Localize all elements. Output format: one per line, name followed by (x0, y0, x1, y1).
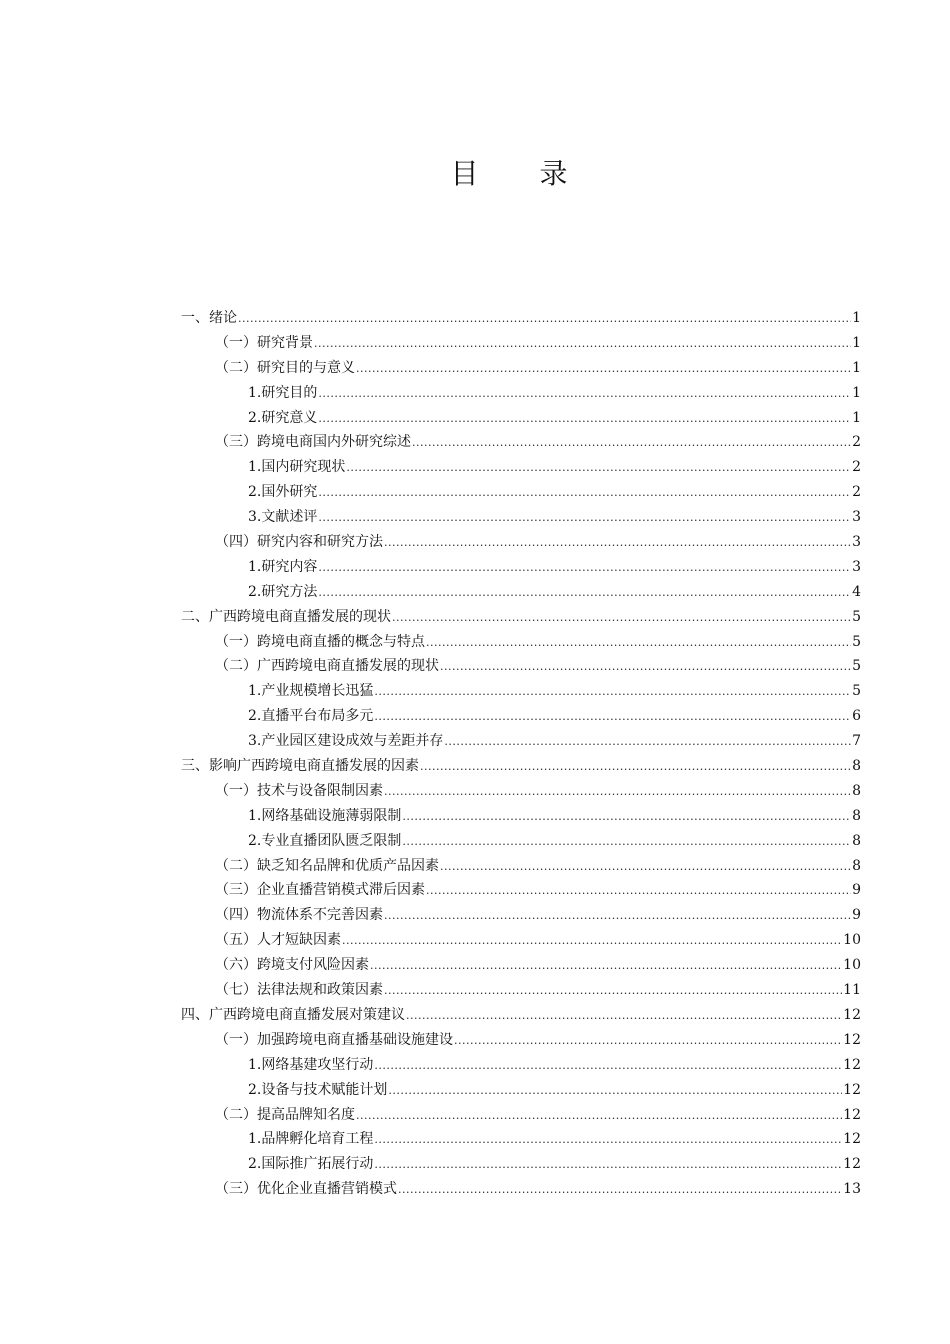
toc-entry-page-number: 5 (852, 658, 861, 675)
toc-entry-title: 1.品牌孵化培育工程 (248, 1131, 374, 1148)
toc-entry-page-number: 3 (852, 558, 861, 575)
toc-entry-title: 四、广西跨境电商直播发展对策建议 (181, 1006, 405, 1023)
dot-leader (318, 481, 851, 506)
dot-leader (318, 581, 851, 606)
toc-entry-page-number: 5 (852, 683, 861, 700)
toc-entry-page-number: 8 (852, 758, 861, 775)
toc-entry-page-number: 8 (852, 782, 861, 799)
toc-entry-title: 2.专业直播团队匮乏限制 (248, 832, 402, 849)
toc-entry-title: 三、影响广西跨境电商直播发展的因素 (181, 758, 419, 775)
toc-entry[interactable] (181, 555, 861, 580)
dot-leader (374, 1054, 842, 1079)
toc-entry[interactable] (181, 754, 861, 779)
dot-leader (384, 979, 842, 1004)
toc-entry[interactable] (181, 804, 861, 829)
toc-entry[interactable] (181, 704, 861, 729)
toc-entry-page-number: 1 (852, 359, 861, 376)
toc-entry-page-number: 2 (852, 484, 861, 501)
toc-entry-page-number: 7 (852, 733, 861, 750)
toc-title: 目 录 (450, 157, 594, 190)
dot-leader (356, 357, 851, 382)
toc-entry-title: 二、广西跨境电商直播发展的现状 (181, 608, 391, 625)
dot-leader (370, 954, 842, 979)
toc-entry-page-number: 9 (852, 907, 861, 924)
toc-entry-page-number: 12 (843, 1081, 861, 1098)
dot-leader (374, 680, 851, 705)
toc-entry-title: （一）加强跨境电商直播基础设施建设 (215, 1031, 453, 1048)
dot-leader (440, 655, 851, 680)
toc-entry-title: （一）跨境电商直播的概念与特点 (215, 633, 425, 650)
toc-entry-page-number: 5 (852, 608, 861, 625)
dot-leader (406, 1004, 842, 1029)
toc-entry[interactable] (181, 406, 861, 431)
toc-entry[interactable] (181, 381, 861, 406)
toc-entry-page-number: 10 (843, 957, 861, 974)
toc-entry[interactable] (181, 306, 861, 331)
toc-entry[interactable] (181, 1053, 861, 1078)
toc-entry-page-number: 3 (852, 509, 861, 526)
toc-entry-page-number: 9 (852, 882, 861, 899)
dot-leader (412, 431, 851, 456)
toc-entry-title: （三）企业直播营销模式滞后因素 (215, 882, 425, 899)
toc-entry-title: （七）法律法规和政策因素 (215, 982, 383, 999)
toc-entry-page-number: 6 (852, 708, 861, 725)
toc-entry-page-number: 1 (852, 384, 861, 401)
toc-entry-page-number: 1 (852, 409, 861, 426)
dot-leader (402, 805, 851, 830)
toc-entry-page-number: 1 (852, 310, 861, 326)
toc-entry-title: （一）技术与设备限制因素 (215, 782, 383, 799)
toc-entry[interactable] (181, 953, 861, 978)
toc-entry[interactable] (181, 530, 861, 555)
toc-entry-title: 一、绪论 (181, 310, 237, 326)
toc-entry[interactable] (181, 729, 861, 754)
dot-leader (346, 456, 851, 481)
toc-entry-page-number: 12 (843, 1056, 861, 1073)
toc-entry-title: 2.设备与技术赋能计划 (248, 1081, 388, 1098)
toc-entry[interactable] (181, 878, 861, 903)
toc-entry[interactable] (181, 630, 861, 655)
dot-leader (238, 307, 851, 332)
dot-leader (440, 855, 851, 880)
toc-entry-page-number: 5 (852, 633, 861, 650)
toc-entry[interactable] (181, 430, 861, 455)
toc-entry[interactable] (181, 1127, 861, 1152)
toc-entry-page-number: 12 (843, 1131, 861, 1148)
toc-entry[interactable] (181, 480, 861, 505)
dot-leader (318, 382, 851, 407)
toc-entry[interactable] (181, 455, 861, 480)
toc-entry-page-number: 3 (852, 534, 861, 551)
dot-leader (444, 730, 851, 755)
toc-entry[interactable] (181, 928, 861, 953)
toc-entry-title: 1.国内研究现状 (248, 459, 346, 476)
toc-entry-title: 2.国际推广拓展行动 (248, 1156, 374, 1173)
toc-entry-title: （三）跨境电商国内外研究综述 (215, 434, 411, 451)
toc-entry-page-number: 13 (843, 1181, 861, 1198)
toc-entry-title: 3.文献述评 (248, 509, 318, 526)
dot-leader (374, 1128, 842, 1153)
toc-entry[interactable] (181, 1078, 861, 1103)
toc-entry-page-number: 2 (852, 434, 861, 451)
toc-entry-page-number: 10 (843, 932, 861, 949)
toc-entry[interactable] (181, 505, 861, 530)
dot-leader (314, 332, 851, 357)
toc-entry[interactable] (181, 978, 861, 1003)
toc-entry-title: （二）研究目的与意义 (215, 359, 355, 376)
toc-entry-title: （四）研究内容和研究方法 (215, 534, 383, 551)
toc-entry-title: 2.国外研究 (248, 484, 318, 501)
toc-entry-title: （四）物流体系不完善因素 (215, 907, 383, 924)
toc-entry-title: 2.研究意义 (248, 409, 318, 426)
toc-entry[interactable] (181, 1003, 861, 1028)
toc-entry-title: （二）提高品牌知名度 (215, 1106, 355, 1123)
dot-leader (356, 1104, 842, 1129)
toc-entry-page-number: 8 (852, 857, 861, 874)
toc-entry-title: （一）研究背景 (215, 334, 313, 351)
toc-entry[interactable] (181, 1103, 861, 1128)
toc-entry-page-number: 8 (852, 807, 861, 824)
toc-entry-page-number: 12 (843, 1106, 861, 1123)
toc-entry-title: （六）跨境支付风险因素 (215, 957, 369, 974)
toc-entry-page-number: 12 (843, 1031, 861, 1048)
dot-leader (384, 904, 851, 929)
toc-entry[interactable] (181, 854, 861, 879)
toc-entry[interactable] (181, 331, 861, 356)
toc-list (181, 306, 861, 1202)
toc-entry-title: 2.研究方法 (248, 583, 318, 600)
toc-entry[interactable] (181, 679, 861, 704)
dot-leader (402, 830, 851, 855)
toc-entry[interactable] (181, 605, 861, 630)
dot-leader (384, 531, 851, 556)
toc-entry-title: 2.直播平台布局多元 (248, 708, 374, 725)
toc-entry-title: 3.产业园区建设成效与差距并存 (248, 733, 444, 750)
toc-entry-page-number: 12 (843, 1156, 861, 1173)
dot-leader (374, 1153, 842, 1178)
dot-leader (384, 780, 851, 805)
dot-leader (318, 407, 851, 432)
toc-entry-title: （二）缺乏知名品牌和优质产品因素 (215, 857, 439, 874)
toc-entry-title: （三）优化企业直播营销模式 (215, 1181, 397, 1198)
toc-entry-title: （五）人才短缺因素 (215, 932, 341, 949)
dot-leader (388, 1079, 842, 1104)
toc-entry-title: 1.网络基础设施薄弱限制 (248, 807, 402, 824)
toc-entry-title: 1.网络基建攻坚行动 (248, 1056, 374, 1073)
toc-entry[interactable] (181, 829, 861, 854)
dot-leader (318, 556, 851, 581)
toc-entry-page-number: 2 (852, 459, 861, 476)
dot-leader (318, 506, 851, 531)
toc-entry[interactable] (181, 1152, 861, 1177)
toc-entry[interactable] (181, 903, 861, 928)
dot-leader (398, 1178, 842, 1203)
dot-leader (426, 631, 851, 656)
toc-entry-page-number: 11 (843, 982, 861, 999)
dot-leader (392, 606, 851, 631)
toc-entry-title: 1.产业规模增长迅猛 (248, 683, 374, 700)
dot-leader (426, 879, 851, 904)
toc-entry[interactable] (181, 1028, 861, 1053)
toc-entry[interactable] (181, 356, 861, 381)
dot-leader (342, 929, 842, 954)
toc-entry-page-number: 8 (852, 832, 861, 849)
dot-leader (454, 1029, 842, 1054)
toc-entry[interactable] (181, 1177, 861, 1202)
toc-entry[interactable] (181, 580, 861, 605)
toc-entry[interactable] (181, 779, 861, 804)
toc-entry-title: 1.研究目的 (248, 384, 318, 401)
toc-entry-page-number: 1 (852, 334, 861, 351)
dot-leader (374, 705, 851, 730)
dot-leader (420, 755, 851, 780)
toc-entry-page-number: 4 (852, 583, 861, 600)
toc-entry-title: （二）广西跨境电商直播发展的现状 (215, 658, 439, 675)
toc-entry[interactable] (181, 654, 861, 679)
toc-entry-title: 1.研究内容 (248, 558, 318, 575)
toc-entry-page-number: 12 (843, 1006, 861, 1023)
